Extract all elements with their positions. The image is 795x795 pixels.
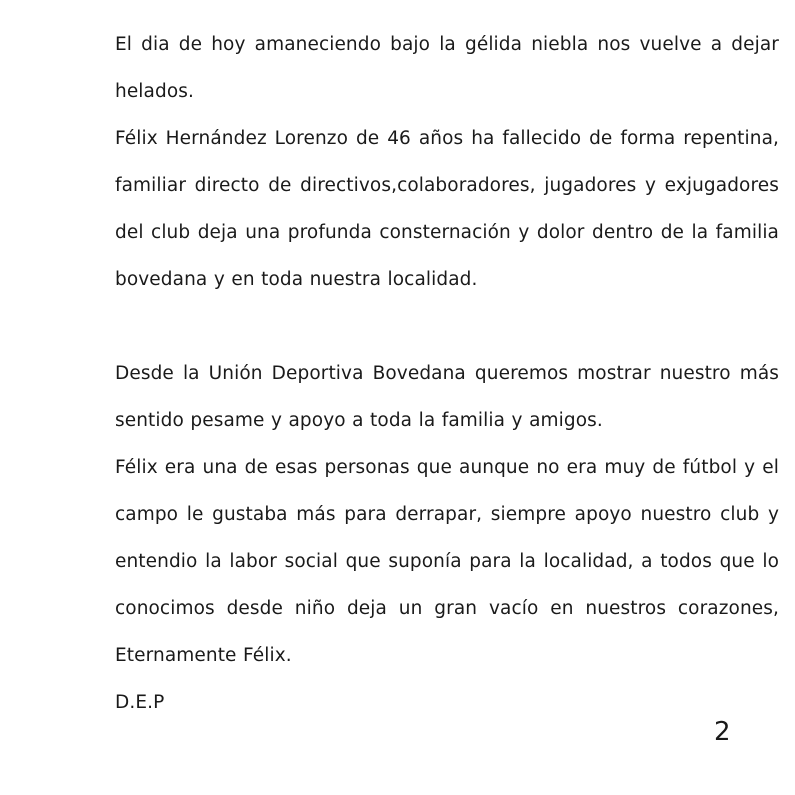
paragraph-condolences: Desde la Unión Deportiva Bovedana queremos mostrar nuestro más sentido pesame y apoyo a toda la familia y amigos. (115, 363, 779, 431)
paragraph-announcement: Félix Hernández Lorenzo de 46 años ha fallecido de forma repentina, familiar directo de directivos,colaboradores, jugadores y exjugadores del club deja una profunda consternación y dolor dentro de la familia bovedana y en toda nuestra localidad. (115, 128, 779, 290)
paragraph-dep: D.E.P (115, 692, 165, 713)
document-body (115, 21, 779, 726)
paragraph-intro: El dia de hoy amaneciendo bajo la gélida niebla nos vuelve a dejar helados. (115, 34, 779, 102)
blank-line (115, 303, 779, 350)
paragraph-tribute: Félix era una de esas personas que aunque no era muy de fútbol y el campo le gustaba más para derrapar, siempre apoyo nuestro club y entendio la labor social que suponía para la localidad, a todos que lo conocimos desde niño deja un gran vacío en nuestros corazones, Eternamente Félix. (115, 457, 779, 666)
page-number: 2 (714, 717, 731, 747)
